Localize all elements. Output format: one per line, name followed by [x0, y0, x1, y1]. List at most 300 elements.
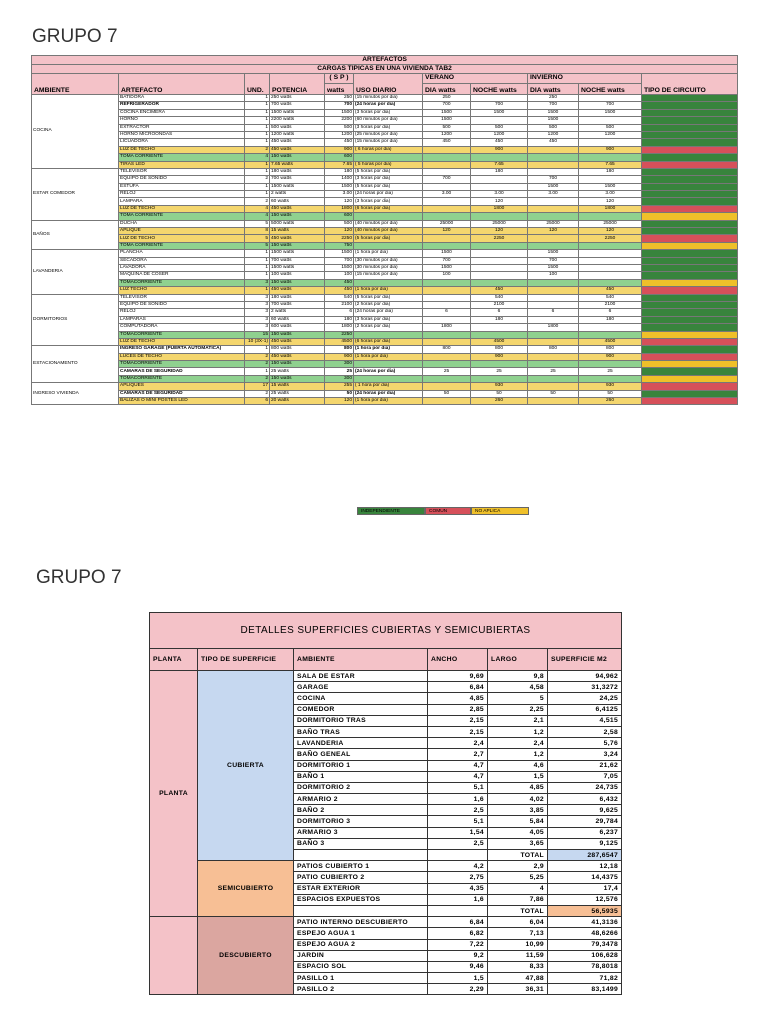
- circuit-type-swatch: [642, 309, 738, 316]
- potencia-cell: 700 watts: [270, 301, 325, 308]
- dia-invierno-cell: [528, 154, 579, 161]
- load-row: [32, 242, 738, 249]
- dia-invierno-cell: [528, 242, 579, 249]
- ambiente-cell: ESTAR EXTERIOR: [294, 883, 428, 894]
- noche-invierno-cell: [579, 324, 642, 331]
- noche-verano-cell: [471, 250, 528, 257]
- superficie-cell: 12,18: [548, 861, 622, 872]
- watts-cell: 1500: [325, 109, 354, 116]
- total-label: TOTAL: [488, 850, 548, 861]
- watts-cell: 1400: [325, 176, 354, 183]
- circuit-type-swatch: [642, 235, 738, 242]
- superficie-cell: 48,6266: [548, 928, 622, 939]
- group-heading-bottom: GRUPO 7: [36, 567, 122, 588]
- dia-invierno-cell: [528, 205, 579, 212]
- dia-invierno-cell: 700: [528, 102, 579, 109]
- superficie-cell: 21,62: [548, 760, 622, 771]
- uso-cell: (24 horas por dia): [354, 191, 423, 198]
- und-cell: 1: [245, 257, 270, 264]
- dia-verano-cell: [423, 287, 471, 294]
- header-ambiente: AMBIENTE: [32, 74, 119, 95]
- largo-cell: 47,88: [488, 973, 548, 984]
- load-row: [32, 109, 738, 116]
- artefacto-cell: LUCES DE TECHO: [119, 353, 245, 360]
- dia-invierno-cell: 800: [528, 346, 579, 353]
- surface-row: [150, 671, 622, 682]
- superficie-cell: 41,3136: [548, 917, 622, 928]
- circuit-type-swatch: [642, 316, 738, 323]
- superficie-cell: 14,4375: [548, 872, 622, 883]
- load-row: [32, 375, 738, 382]
- ancho-cell: 4,35: [428, 883, 488, 894]
- ambiente-cell: GARAGE: [294, 682, 428, 693]
- superficie-cell: 4,515: [548, 715, 622, 726]
- potencia-cell: 450 watts: [270, 146, 325, 153]
- dia-verano-cell: [423, 242, 471, 249]
- circuit-type-swatch: [642, 279, 738, 286]
- und-cell: 3: [245, 301, 270, 308]
- load-row: [32, 398, 738, 405]
- dia-verano-cell: [423, 279, 471, 286]
- potencia-cell: 150 watts: [270, 154, 325, 161]
- und-cell: 4: [245, 154, 270, 161]
- uso-cell: (15 minutos por dia): [354, 95, 423, 102]
- noche-invierno-cell: [579, 272, 642, 279]
- watts-cell: 540: [325, 294, 354, 301]
- circuit-type-swatch: [642, 287, 738, 294]
- largo-cell: 7,86: [488, 894, 548, 905]
- watts-cell: 7.65: [325, 161, 354, 168]
- noche-invierno-cell: 6: [579, 309, 642, 316]
- load-row: [32, 198, 738, 205]
- noche-verano-cell: 930: [471, 383, 528, 390]
- dia-verano-cell: 1500: [423, 250, 471, 257]
- planta-continuation: [150, 917, 198, 995]
- watts-cell: 180: [325, 168, 354, 175]
- uso-cell: (2 horas por dia): [354, 301, 423, 308]
- uso-cell: (24 horas por dia): [354, 102, 423, 109]
- ambiente-label: LAVANDERIA: [32, 250, 119, 294]
- circuit-type-swatch: [642, 154, 738, 161]
- circuit-type-swatch: [642, 102, 738, 109]
- dia-verano-cell: 25: [423, 368, 471, 375]
- potencia-cell: 5000 watts: [270, 220, 325, 227]
- total-spacer: [428, 905, 488, 916]
- watts-cell: 2200: [325, 117, 354, 124]
- dia-invierno-cell: 50: [528, 390, 579, 397]
- noche-verano-cell: [471, 242, 528, 249]
- ambiente-cell: COCINA: [294, 693, 428, 704]
- total-spacer: [294, 905, 428, 916]
- noche-verano-cell: [471, 331, 528, 338]
- artefacto-cell: TOMACORRIENTE: [119, 279, 245, 286]
- noche-verano-cell: [471, 324, 528, 331]
- noche-verano-cell: 4500: [471, 338, 528, 345]
- dia-verano-cell: 100: [423, 272, 471, 279]
- largo-cell: 4,05: [488, 827, 548, 838]
- dia-invierno-cell: 1500: [528, 109, 579, 116]
- noche-invierno-cell: [579, 279, 642, 286]
- noche-verano-cell: [471, 257, 528, 264]
- load-row: [32, 346, 738, 353]
- header-noche-invierno: NOCHE watts: [579, 83, 642, 95]
- und-cell: 1: [245, 287, 270, 294]
- ambiente-cell: PATIO CUBIERTO 2: [294, 872, 428, 883]
- ambiente-label: BAÑOS: [32, 220, 119, 250]
- watts-cell: 1200: [325, 131, 354, 138]
- total-value: 287,6547: [548, 850, 622, 861]
- artefacto-cell: ESTUFA: [119, 183, 245, 190]
- dia-verano-cell: 6: [423, 309, 471, 316]
- largo-cell: 4: [488, 883, 548, 894]
- und-cell: 6: [245, 398, 270, 405]
- und-cell: 4: [245, 205, 270, 212]
- ambiente-cell: DORMITORIO 3: [294, 816, 428, 827]
- noche-verano-cell: 800: [471, 346, 528, 353]
- dia-verano-cell: 1500: [423, 109, 471, 116]
- dia-invierno-cell: [528, 331, 579, 338]
- load-row: [32, 95, 738, 102]
- header-watts: watts: [325, 83, 354, 95]
- load-row: [32, 161, 738, 168]
- dia-invierno-cell: [528, 375, 579, 382]
- und-cell: 5: [245, 242, 270, 249]
- loads-title: ARTEFACTOS: [32, 56, 738, 65]
- dia-invierno-cell: 120: [528, 228, 579, 235]
- noche-invierno-cell: [579, 375, 642, 382]
- ancho-cell: 9,2: [428, 950, 488, 961]
- und-cell: 17: [245, 383, 270, 390]
- load-row: [32, 139, 738, 146]
- noche-verano-cell: [471, 279, 528, 286]
- potencia-cell: 450 watts: [270, 353, 325, 360]
- potencia-cell: 450 watts: [270, 338, 325, 345]
- potencia-cell: 150 watts: [270, 279, 325, 286]
- uso-cell: (1 hora por dia): [354, 346, 423, 353]
- ambiente-cell: PATIO INTERNO DESCUBIERTO: [294, 917, 428, 928]
- circuit-type-swatch: [642, 242, 738, 249]
- noche-invierno-cell: [579, 213, 642, 220]
- artefacto-cell: TOMA CORRIENTE: [119, 154, 245, 161]
- uso-cell: (25 minutos por dia): [354, 131, 423, 138]
- ancho-cell: 2,5: [428, 838, 488, 849]
- circuit-type-swatch: [642, 161, 738, 168]
- noche-verano-cell: 900: [471, 353, 528, 360]
- header-tipo-circuito: TIPO DE CIRCUITO: [642, 74, 738, 95]
- load-row: [32, 272, 738, 279]
- header-verano: VERANO: [423, 74, 528, 84]
- uso-cell: (15 minutos por dia): [354, 139, 423, 146]
- artefacto-cell: TELEVISOR: [119, 168, 245, 175]
- noche-invierno-cell: 1200: [579, 131, 642, 138]
- ambiente-cell: JARDIN: [294, 950, 428, 961]
- watts-cell: 700: [325, 102, 354, 109]
- watts-cell: 2250: [325, 331, 354, 338]
- ambiente-cell: PASILLO 2: [294, 984, 428, 995]
- dia-verano-cell: [423, 168, 471, 175]
- noche-verano-cell: [471, 183, 528, 190]
- ambiente-cell: BAÑO TRAS: [294, 726, 428, 737]
- dia-verano-cell: 3.00: [423, 191, 471, 198]
- dia-invierno-cell: 1200: [528, 131, 579, 138]
- watts-cell: 1500: [325, 264, 354, 271]
- ambiente-label: COCINA: [32, 95, 119, 169]
- potencia-cell: 1500 watts: [270, 264, 325, 271]
- noche-verano-cell: 450: [471, 287, 528, 294]
- noche-verano-cell: [471, 117, 528, 124]
- largo-cell: 4,02: [488, 794, 548, 805]
- header-planta: PLANTA: [150, 649, 198, 671]
- largo-cell: 4,85: [488, 782, 548, 793]
- noche-invierno-cell: 500: [579, 124, 642, 131]
- ambiente-cell: PASILLO 1: [294, 973, 428, 984]
- potencia-cell: 150 watts: [270, 213, 325, 220]
- uso-cell: (40 minutos por dia): [354, 228, 423, 235]
- und-cell: 1: [245, 168, 270, 175]
- artefacto-cell: RELOJ: [119, 191, 245, 198]
- dia-verano-cell: 700: [423, 176, 471, 183]
- noche-verano-cell: 180: [471, 168, 528, 175]
- noche-verano-cell: [471, 264, 528, 271]
- watts-cell: 1800: [325, 205, 354, 212]
- load-row: [32, 361, 738, 368]
- superficie-cell: 5,76: [548, 738, 622, 749]
- dia-invierno-cell: [528, 279, 579, 286]
- artefacto-cell: COMPUTADORA: [119, 324, 245, 331]
- circuit-type-swatch: [642, 390, 738, 397]
- watts-cell: 120: [325, 228, 354, 235]
- artefacto-cell: DUCHA: [119, 220, 245, 227]
- dia-invierno-cell: [528, 287, 579, 294]
- ambiente-label: DORMITORIOS: [32, 294, 119, 346]
- load-row: [32, 213, 738, 220]
- ancho-cell: 2,5: [428, 805, 488, 816]
- uso-cell: (5 horas por dia): [354, 294, 423, 301]
- dia-invierno-cell: 700: [528, 176, 579, 183]
- largo-cell: 3,85: [488, 805, 548, 816]
- ancho-cell: 6,82: [428, 928, 488, 939]
- potencia-cell: 15 watts: [270, 228, 325, 235]
- uso-cell: (1 hora por dia): [354, 287, 423, 294]
- uso-cell: (6 horas por dia): [354, 338, 423, 345]
- watts-cell: 1800: [325, 324, 354, 331]
- und-cell: 2: [245, 390, 270, 397]
- artefacto-cell: EQUIPO DE SONIDO: [119, 176, 245, 183]
- superficie-cell: 2,58: [548, 726, 622, 737]
- dia-invierno-cell: 1800: [528, 324, 579, 331]
- artefacto-cell: LUZ TECHO: [119, 287, 245, 294]
- largo-cell: 2,1: [488, 715, 548, 726]
- circuit-type-swatch: [642, 168, 738, 175]
- noche-verano-cell: 3.00: [471, 191, 528, 198]
- circuit-type-swatch: [642, 205, 738, 212]
- potencia-cell: 150 watts: [270, 331, 325, 338]
- uso-cell: (24 horas por dia): [354, 309, 423, 316]
- noche-verano-cell: 7.65: [471, 161, 528, 168]
- noche-invierno-cell: 2250: [579, 235, 642, 242]
- uso-cell: (1 hora por dia): [354, 398, 423, 405]
- artefacto-cell: CAMARAS DE SEGURIDAD: [119, 368, 245, 375]
- load-row: [32, 316, 738, 323]
- und-cell: 1: [245, 250, 270, 257]
- load-row: [32, 205, 738, 212]
- ancho-cell: 5,1: [428, 782, 488, 793]
- dia-invierno-cell: 1500: [528, 250, 579, 257]
- artefacto-cell: COCINA ENCIMERA: [119, 109, 245, 116]
- uso-cell: (6 horas por dia): [354, 205, 423, 212]
- watts-cell: 100: [325, 272, 354, 279]
- potencia-cell: 450 watts: [270, 139, 325, 146]
- uso-cell: [354, 279, 423, 286]
- dia-verano-cell: 700: [423, 102, 471, 109]
- circuit-type-swatch: [642, 301, 738, 308]
- watts-cell: 600: [325, 154, 354, 161]
- noche-verano-cell: 450: [471, 139, 528, 146]
- potencia-cell: 180 watts: [270, 294, 325, 301]
- potencia-cell: 1200 watts: [270, 131, 325, 138]
- dia-verano-cell: [423, 301, 471, 308]
- und-cell: 5: [245, 220, 270, 227]
- artefacto-cell: PLANCHA: [119, 250, 245, 257]
- dia-verano-cell: [423, 183, 471, 190]
- noche-verano-cell: 1500: [471, 109, 528, 116]
- noche-invierno-cell: 1800: [579, 205, 642, 212]
- largo-cell: 1,5: [488, 771, 548, 782]
- circuit-type-swatch: [642, 368, 738, 375]
- legend-comun: COMUN: [425, 507, 471, 515]
- ambiente-cell: BAÑO GENEAL: [294, 749, 428, 760]
- noche-invierno-cell: 120: [579, 198, 642, 205]
- noche-verano-cell: [471, 375, 528, 382]
- dia-invierno-cell: [528, 161, 579, 168]
- noche-invierno-cell: 900: [579, 146, 642, 153]
- ancho-cell: 9,46: [428, 961, 488, 972]
- superficie-cell: 9,625: [548, 805, 622, 816]
- und-cell: 1: [245, 183, 270, 190]
- circuit-type-swatch: [642, 191, 738, 198]
- uso-cell: ( 1 hora por dia): [354, 383, 423, 390]
- dia-verano-cell: [423, 294, 471, 301]
- superficie-cell: 106,628: [548, 950, 622, 961]
- artefacto-cell: BALIZAS O MINI POSTES LED: [119, 398, 245, 405]
- potencia-cell: 450 watts: [270, 235, 325, 242]
- ambiente-cell: LAVANDERIA: [294, 738, 428, 749]
- circuit-type-swatch: [642, 183, 738, 190]
- ambiente-cell: BAÑO 3: [294, 838, 428, 849]
- potencia-cell: 150 watts: [270, 242, 325, 249]
- und-cell: 1: [245, 102, 270, 109]
- dia-verano-cell: [423, 154, 471, 161]
- potencia-cell: 2 watts: [270, 191, 325, 198]
- largo-cell: 5,84: [488, 816, 548, 827]
- superficie-cell: 29,784: [548, 816, 622, 827]
- load-row: [32, 338, 738, 345]
- circuit-type-swatch: [642, 117, 738, 124]
- noche-invierno-cell: [579, 257, 642, 264]
- und-cell: 1: [245, 124, 270, 131]
- potencia-cell: 150 watts: [270, 375, 325, 382]
- und-cell: 2: [245, 353, 270, 360]
- semicubierto-label: SEMICUBIERTO: [198, 861, 294, 917]
- und-cell: 1: [245, 191, 270, 198]
- superficie-cell: 6,432: [548, 794, 622, 805]
- watts-cell: 3.00: [325, 191, 354, 198]
- uso-cell: [354, 154, 423, 161]
- dia-invierno-cell: 250: [528, 95, 579, 102]
- dia-invierno-cell: [528, 316, 579, 323]
- circuit-type-swatch: [642, 124, 738, 131]
- legend-no-aplica: NO APLICA: [471, 507, 529, 515]
- und-cell: 4: [245, 213, 270, 220]
- surfaces-table: [149, 612, 622, 995]
- circuit-type-swatch: [642, 250, 738, 257]
- ancho-cell: 7,22: [428, 939, 488, 950]
- und-cell: 1: [245, 117, 270, 124]
- header-ambiente: AMBIENTE: [294, 649, 428, 671]
- largo-cell: 36,31: [488, 984, 548, 995]
- dia-invierno-cell: 6: [528, 309, 579, 316]
- und-cell: 1: [245, 272, 270, 279]
- noche-verano-cell: 2100: [471, 301, 528, 308]
- noche-invierno-cell: 450: [579, 287, 642, 294]
- dia-verano-cell: [423, 213, 471, 220]
- noche-invierno-cell: [579, 331, 642, 338]
- circuit-type-swatch: [642, 131, 738, 138]
- load-row: [32, 301, 738, 308]
- uso-cell: (5 horas por dia): [354, 183, 423, 190]
- noche-verano-cell: 25: [471, 368, 528, 375]
- potencia-cell: 60 watts: [270, 316, 325, 323]
- ancho-cell: 9,69: [428, 671, 488, 682]
- circuit-type-swatch: [642, 146, 738, 153]
- ambiente-cell: ARMARIO 3: [294, 827, 428, 838]
- load-row: [32, 287, 738, 294]
- ancho-cell: 2,85: [428, 704, 488, 715]
- circuit-type-swatch: [642, 213, 738, 220]
- dia-verano-cell: [423, 161, 471, 168]
- noche-invierno-cell: 2100: [579, 301, 642, 308]
- noche-invierno-cell: 700: [579, 102, 642, 109]
- superficie-cell: 24,25: [548, 693, 622, 704]
- potencia-cell: 250 watts: [270, 95, 325, 102]
- dia-invierno-cell: 500: [528, 124, 579, 131]
- noche-invierno-cell: [579, 154, 642, 161]
- dia-verano-cell: 1500: [423, 117, 471, 124]
- dia-verano-cell: [423, 146, 471, 153]
- potencia-cell: 1500 watts: [270, 250, 325, 257]
- total-label: TOTAL: [488, 905, 548, 916]
- und-cell: 1: [245, 346, 270, 353]
- largo-cell: 11,59: [488, 950, 548, 961]
- noche-verano-cell: [471, 361, 528, 368]
- dia-verano-cell: 800: [423, 346, 471, 353]
- header-und: UND.: [245, 74, 270, 95]
- superficie-cell: 17,4: [548, 883, 622, 894]
- dia-verano-cell: 450: [423, 139, 471, 146]
- watts-cell: 750: [325, 242, 354, 249]
- potencia-cell: 60 watts: [270, 198, 325, 205]
- largo-cell: 5: [488, 693, 548, 704]
- ancho-cell: 5,1: [428, 816, 488, 827]
- ambiente-cell: DORMITORIO TRAS: [294, 715, 428, 726]
- header-tipo-superficie: TIPO DE SUPERFICIE: [198, 649, 294, 671]
- dia-invierno-cell: 450: [528, 139, 579, 146]
- artefacto-cell: LICUADORA: [119, 139, 245, 146]
- dia-invierno-cell: 1500: [528, 183, 579, 190]
- load-row: [32, 168, 738, 175]
- circuit-type-swatch: [642, 338, 738, 345]
- watts-cell: 120: [325, 398, 354, 405]
